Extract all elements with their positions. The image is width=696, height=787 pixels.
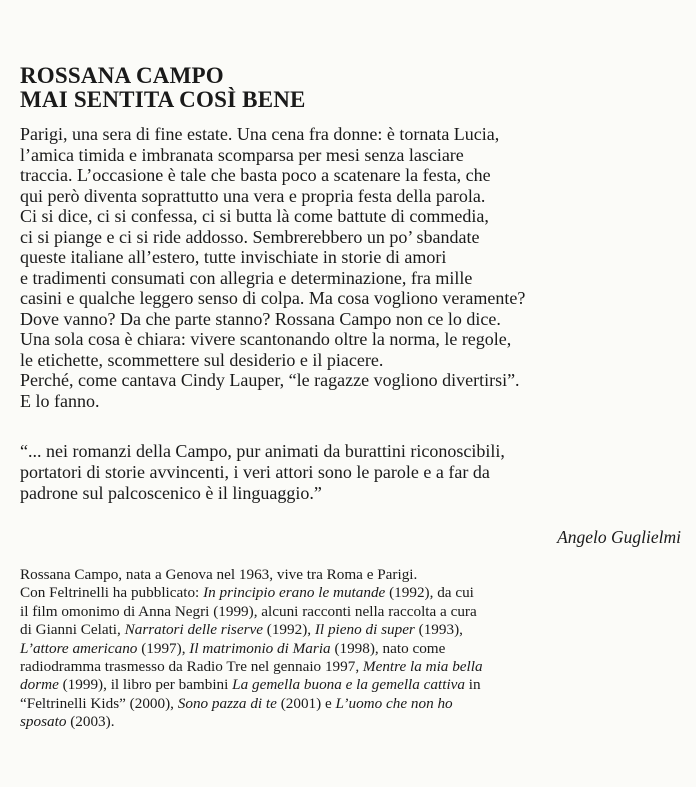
bio-text: radiodramma trasmesso da Radio Tre nel gennaio 1997,	[20, 658, 363, 676]
book-title-italic: Sono pazza di te	[177, 694, 277, 712]
synopsis-line: casini e qualche leggero senso di colpa. Ma cosa vogliono veramente?	[20, 288, 526, 308]
synopsis-line: Perché, come cantava Cindy Lauper, “le ragazze vogliono divertirsi”.	[20, 370, 520, 390]
book-title-italic: Il pieno di super	[314, 621, 415, 639]
bio-line	[20, 584, 690, 602]
bio-text: (1992), da cui	[385, 584, 474, 602]
bio-text: (1993),	[414, 621, 463, 639]
synopsis-line: e tradimenti consumati con allegria e determinazione, fra mille	[20, 267, 473, 288]
synopsis-line: traccia. L’occasione è tale che basta poco a scatenare la festa, che	[20, 165, 491, 185]
bio-text: “Feltrinelli Kids” (2000),	[20, 694, 178, 712]
quote-line: portatori di storie avvincenti, i veri attori sono le parole e a far da	[20, 462, 490, 482]
synopsis-line: ci si piange e ci si ride addosso. Sembrerebbero un po’ sbandate	[20, 226, 480, 247]
book-title-italic: sposato	[20, 713, 67, 731]
bio-line	[20, 676, 690, 694]
synopsis	[20, 124, 690, 411]
author-biography	[20, 566, 690, 732]
bio-text: (1998), nato come	[330, 639, 446, 657]
bio-line	[20, 621, 690, 639]
book-title-italic: L’attore americano	[20, 639, 138, 657]
synopsis-line: Parigi, una sera di fine estate. Una cena fra donne: è tornata Lucia,	[20, 124, 500, 144]
quote-line: “... nei romanzi della Campo, pur animati da burattini riconoscibili,	[20, 441, 505, 461]
bio-text: (1997),	[137, 639, 190, 657]
book-title-italic: dorme	[20, 676, 59, 694]
book-title-italic: Il matrimonio di Maria	[189, 639, 331, 657]
book-title-italic: Mentre la mia bella	[362, 658, 483, 676]
quote-attribution: Angelo Guglielmi	[557, 527, 681, 547]
synopsis-line: qui però diventa soprattutto una vera e propria festa della parola.	[20, 185, 486, 206]
book-title-italic: L’uomo che non ho	[335, 694, 453, 712]
bio-line	[20, 695, 690, 713]
bio-text: di Gianni Celati,	[20, 621, 125, 639]
book-title	[20, 64, 306, 112]
synopsis-line: Ci si dice, ci si confessa, ci si butta là come battute di commedia,	[20, 206, 489, 226]
author-name-heading: ROSSANA CAMPO	[20, 63, 224, 88]
bio-text: il film omonimo di Anna Negri (1999), alcuni racconti nella raccolta a cura	[20, 602, 477, 620]
bio-text: (1992),	[262, 621, 315, 639]
synopsis-line: Dove vanno? Da che parte stanno? Rossana Campo non ce lo dice.	[20, 308, 501, 329]
critic-quote	[20, 441, 690, 504]
bio-line	[20, 603, 690, 621]
book-title-italic: La gemella buona e la gemella cattiva	[232, 676, 465, 694]
bio-line	[20, 658, 690, 676]
book-title-italic: In principio erano le mutande	[203, 584, 386, 602]
bio-text: Con Feltrinelli ha pubblicato:	[20, 584, 204, 602]
quote-line: padrone sul palcoscenico è il linguaggio.”	[20, 483, 322, 503]
book-title-heading: MAI SENTITA COSÌ BENE	[20, 87, 306, 112]
bio-text: (1999), il libro per bambini	[58, 676, 233, 694]
synopsis-line: Una sola cosa è chiara: vivere scantonando oltre la norma, le regole,	[20, 329, 512, 349]
bio-text: (2001) e	[276, 694, 336, 712]
book-title-italic: Narratori delle riserve	[124, 621, 263, 639]
synopsis-line: E lo fanno.	[20, 390, 100, 411]
synopsis-line: l’amica timida e imbranata scomparsa per mesi senza lasciare	[20, 144, 464, 165]
bio-text: (2003).	[66, 713, 115, 731]
bio-text: Rossana Campo, nata a Genova nel 1963, vive tra Roma e Parigi.	[20, 566, 418, 583]
bio-text: in	[465, 676, 481, 694]
synopsis-line: queste italiane all’estero, tutte invischiate in storie di amori	[20, 247, 447, 267]
synopsis-line: le etichette, scommettere sul desiderio e il piacere.	[20, 349, 384, 370]
bio-line	[20, 713, 690, 731]
bio-line	[20, 566, 690, 584]
bio-line	[20, 640, 690, 658]
